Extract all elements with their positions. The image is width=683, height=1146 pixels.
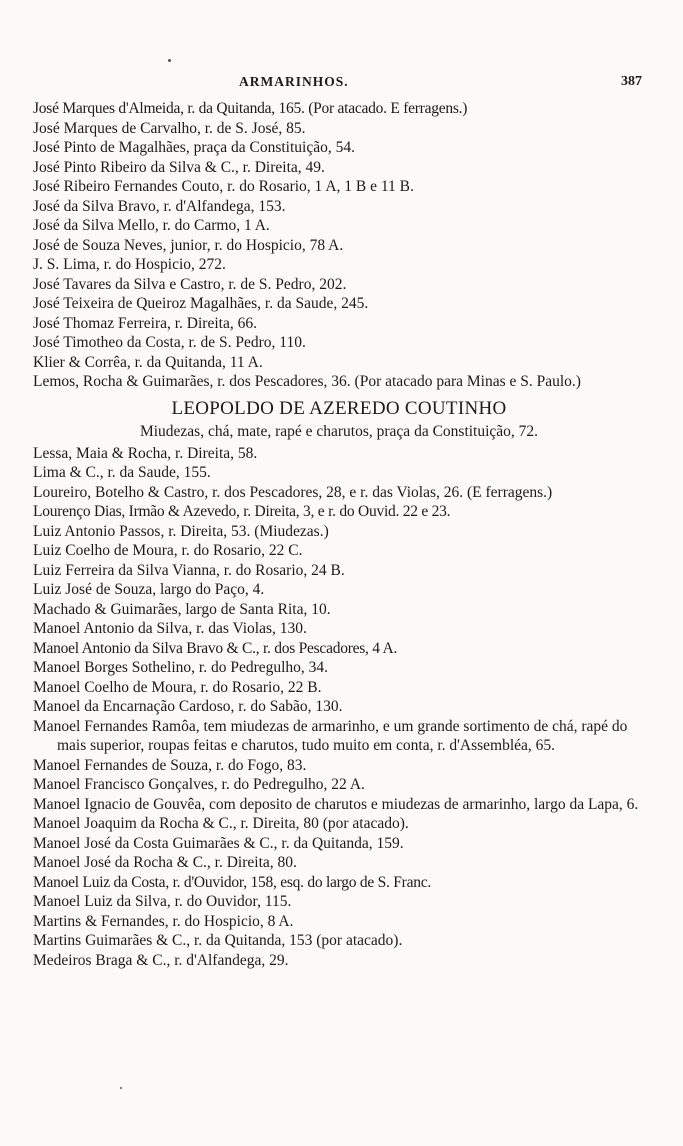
directory-entry: Lima & C., r. da Saude, 155.: [33, 464, 211, 481]
directory-entry: José da Silva Mello, r. do Carmo, 1 A.: [33, 217, 270, 234]
directory-entry: José Thomaz Ferreira, r. Direita, 66.: [33, 314, 257, 332]
directory-entry: Lessa, Maia & Rocha, r. Direita, 58.: [33, 444, 258, 462]
directory-entry: Machado & Guimarães, largo de Santa Rita, 10.: [33, 600, 331, 618]
featured-merchant-description: Miudezas, chá, mate, rapé e charutos, praça da Constituição, 72.: [139, 422, 539, 440]
directory-entry: Manoel Luiz da Costa, r. d'Ouvidor, 158, esq. do largo de S. Franc.: [33, 873, 431, 891]
section-title: ARMARINHOS.: [239, 74, 349, 89]
directory-entry: Luiz Coelho de Moura, r. do Rosario, 22 C.: [33, 542, 303, 559]
directory-entry: José Marques d'Almeida, r. da Quitanda, 165. (Por atacado. E ferragens.): [33, 100, 468, 117]
page-header: [34, 74, 642, 94]
directory-entry: Manoel Ignacio de Gouvêa, com deposito de charutos e miudezas de armarinho, largo da Lapa, 6.: [33, 795, 639, 813]
page-number: 387: [621, 74, 642, 89]
ink-speck: [120, 1087, 122, 1089]
featured-merchant-name: LEOPOLDO DE AZEREDO COUTINHO: [171, 397, 507, 419]
featured-merchant: [33, 396, 645, 442]
directory-entry: Manoel Joaquim da Rocha & C., r. Direita, 80 (por atacado).: [33, 815, 409, 832]
ink-speck: [168, 59, 171, 62]
directory-entry: Manoel Fernandes de Souza, r. do Fogo, 83.: [33, 756, 307, 774]
directory-entry: Martins Guimarães & C., r. da Quitanda, 153 (por atacado).: [33, 932, 403, 949]
directory-entry: Manoel Fernandes Ramôa, tem miudezas de armarinho, e um grande sortimento de chá, rapé do mais superior, roupas feitas e charutos, tudo muito em conta, r. d'Assembléa, 65.: [33, 717, 628, 754]
directory-entry: Manoel Antonio da Silva Bravo & C., r. dos Pescadores, 4 A.: [33, 639, 398, 657]
directory-entry: Manoel Borges Sothelino, r. do Pedregulho, 34.: [33, 659, 329, 676]
directory-entry: Lemos, Rocha & Guimarães, r. dos Pescadores, 36. (Por atacado para Minas e S. Paulo.): [33, 373, 581, 390]
directory-entry: José de Souza Neves, junior, r. do Hospicio, 78 A.: [33, 236, 344, 254]
directory-entry: Klier & Corrêa, r. da Quitanda, 11 A.: [33, 353, 263, 371]
directory-entry: José Pinto de Magalhães, praça da Constituição, 54.: [33, 139, 355, 156]
directory-entry: Manoel da Encarnação Cardoso, r. do Sabão, 130.: [33, 698, 343, 715]
directory-entry: José da Silva Bravo, r. d'Alfandega, 153.: [33, 197, 286, 215]
directory-entry: Luiz José de Souza, largo do Paço, 4.: [33, 581, 265, 598]
directory-entry: José Pinto Ribeiro da Silva & C., r. Direita, 49.: [33, 158, 325, 176]
directory-entry: José Marques de Carvalho, r. de S. José, 85.: [33, 119, 306, 137]
directory-entry: José Ribeiro Fernandes Couto, r. do Rosario, 1 A, 1 B e 11 B.: [33, 178, 414, 195]
directory-listing: [33, 99, 645, 970]
directory-entry: José Teixeira de Queiroz Magalhães, r. da Saude, 245.: [33, 295, 369, 312]
directory-entry: Medeiros Braga & C., r. d'Alfandega, 29.: [33, 951, 289, 969]
directory-entry: Manoel José da Rocha & C., r. Direita, 80.: [33, 854, 297, 871]
directory-entry: Manoel Antonio da Silva, r. das Violas, 130.: [33, 620, 307, 637]
directory-entry: José Tavares da Silva e Castro, r. de S. Pedro, 202.: [33, 275, 347, 293]
directory-entry: Loureiro, Botelho & Castro, r. dos Pescadores, 28, e r. das Violas, 26. (E ferragens.): [33, 483, 553, 501]
directory-entry: José Timotheo da Costa, r. de S. Pedro, 110.: [33, 334, 306, 351]
directory-entry: Manoel Coelho de Moura, r. do Rosario, 22 B.: [33, 678, 322, 696]
directory-entry: Martins & Fernandes, r. do Hospicio, 8 A.: [33, 912, 294, 930]
directory-entry: Manoel Francisco Gonçalves, r. do Pedregulho, 22 A.: [33, 776, 365, 793]
directory-entry: J. S. Lima, r. do Hospicio, 272.: [33, 256, 226, 273]
directory-entry: Manoel Luiz da Silva, r. do Ouvidor, 115.: [33, 893, 292, 910]
directory-entry: Lourenço Dias, Irmão & Azevedo, r. Direita, 3, e r. do Ouvid. 22 e 23.: [33, 503, 451, 520]
directory-entry: Luiz Ferreira da Silva Vianna, r. do Rosario, 24 B.: [33, 561, 345, 579]
directory-entry: Manoel José da Costa Guimarães & C., r. da Quitanda, 159.: [33, 834, 404, 852]
directory-entry: Luiz Antonio Passos, r. Direita, 53. (Miudezas.): [33, 522, 329, 540]
